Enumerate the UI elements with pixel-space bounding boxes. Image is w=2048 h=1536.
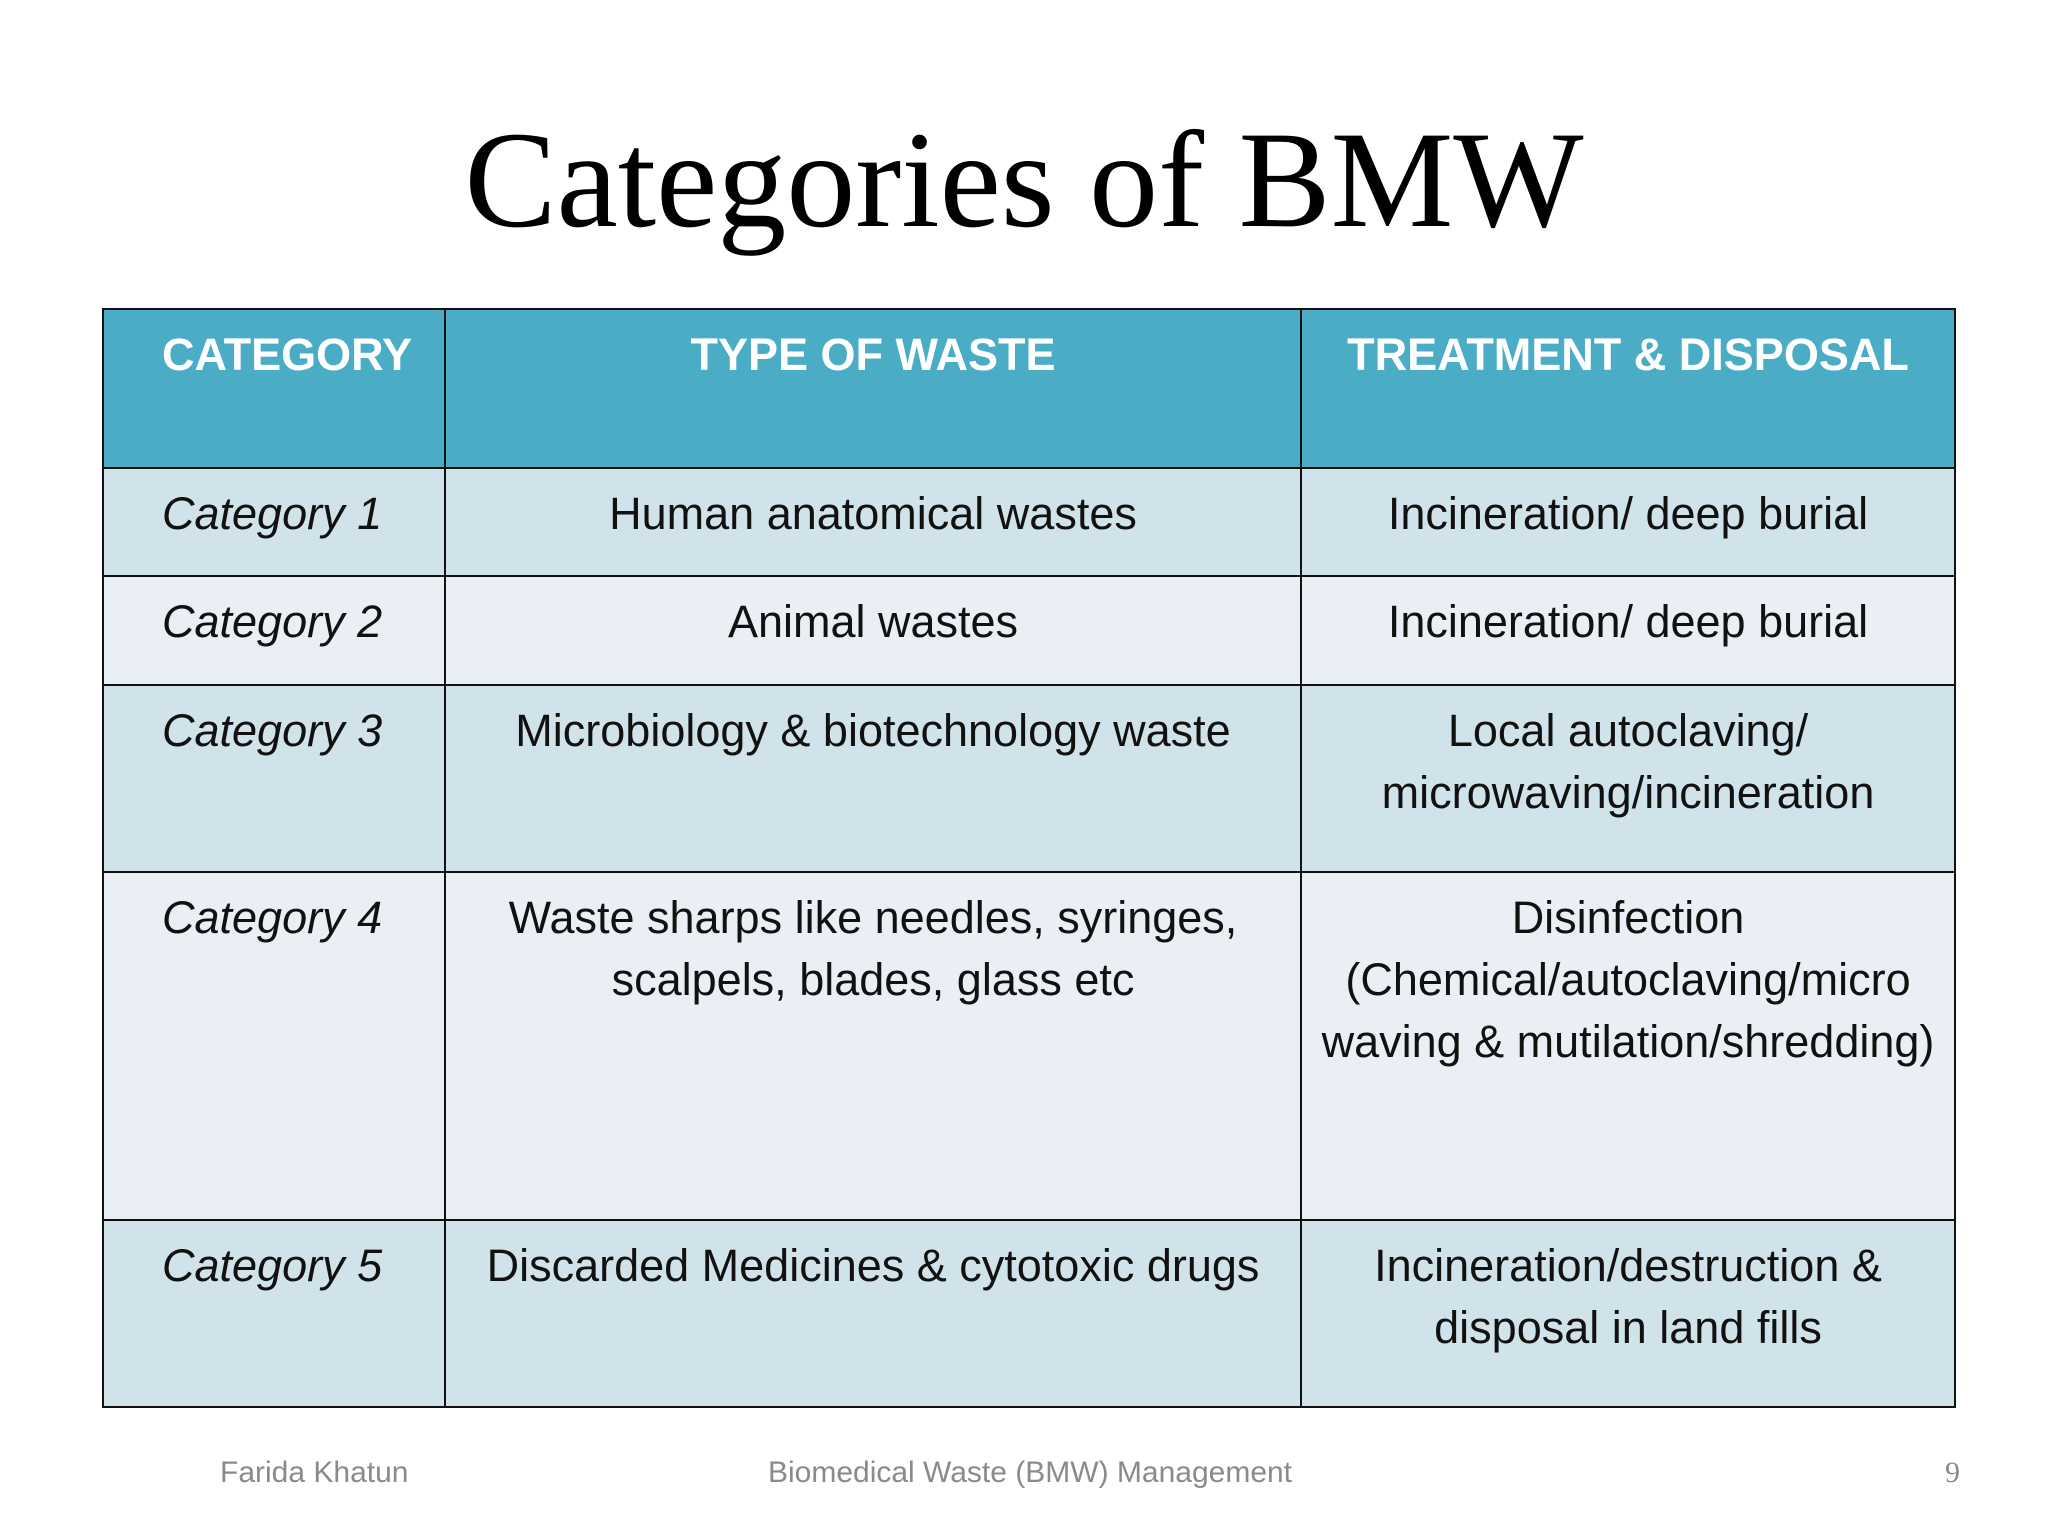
table-row [103, 685, 1955, 872]
category-cell: Category 4 [103, 872, 445, 1220]
category-cell: Category 2 [103, 576, 445, 685]
waste-type-cell: Waste sharps like needles, syringes, scalpels, blades, glass etc [445, 872, 1301, 1220]
category-cell: Category 3 [103, 685, 445, 872]
category-cell: Category 1 [103, 468, 445, 576]
treatment-cell: Incineration/destruction & disposal in land fills [1301, 1220, 1955, 1407]
table-row [103, 468, 1955, 576]
table-row [103, 1220, 1955, 1407]
slide-page-number: 9 [1945, 1456, 1960, 1489]
treatment-cell: Incineration/ deep burial [1301, 576, 1955, 685]
header-category: CATEGORY [103, 309, 445, 468]
slide-title: Categories of BMW [464, 103, 1584, 256]
waste-type-cell: Microbiology & biotechnology waste [445, 685, 1301, 872]
treatment-cell: Incineration/ deep burial [1301, 468, 1955, 576]
table-row [103, 576, 1955, 685]
bmw-categories-table-container [102, 308, 1954, 1408]
footer-author: Farida Khatun [220, 1456, 409, 1489]
header-type-of-waste: TYPE OF WASTE [445, 309, 1301, 468]
category-cell: Category 5 [103, 1220, 445, 1407]
footer-topic: Biomedical Waste (BMW) Management [767, 1456, 1293, 1489]
header-treatment-disposal: TREATMENT & DISPOSAL [1301, 309, 1955, 468]
waste-type-cell: Human anatomical wastes [445, 468, 1301, 576]
treatment-cell: Disinfection (Chemical/autoclaving/micro waving & mutilation/shredding) [1301, 872, 1955, 1220]
table-header-row [103, 309, 1955, 468]
bmw-categories-table [102, 308, 1956, 1408]
waste-type-cell: Discarded Medicines & cytotoxic drugs [445, 1220, 1301, 1407]
waste-type-cell: Animal wastes [445, 576, 1301, 685]
treatment-cell: Local autoclaving/ microwaving/incineration [1301, 685, 1955, 872]
table-row [103, 872, 1955, 1220]
